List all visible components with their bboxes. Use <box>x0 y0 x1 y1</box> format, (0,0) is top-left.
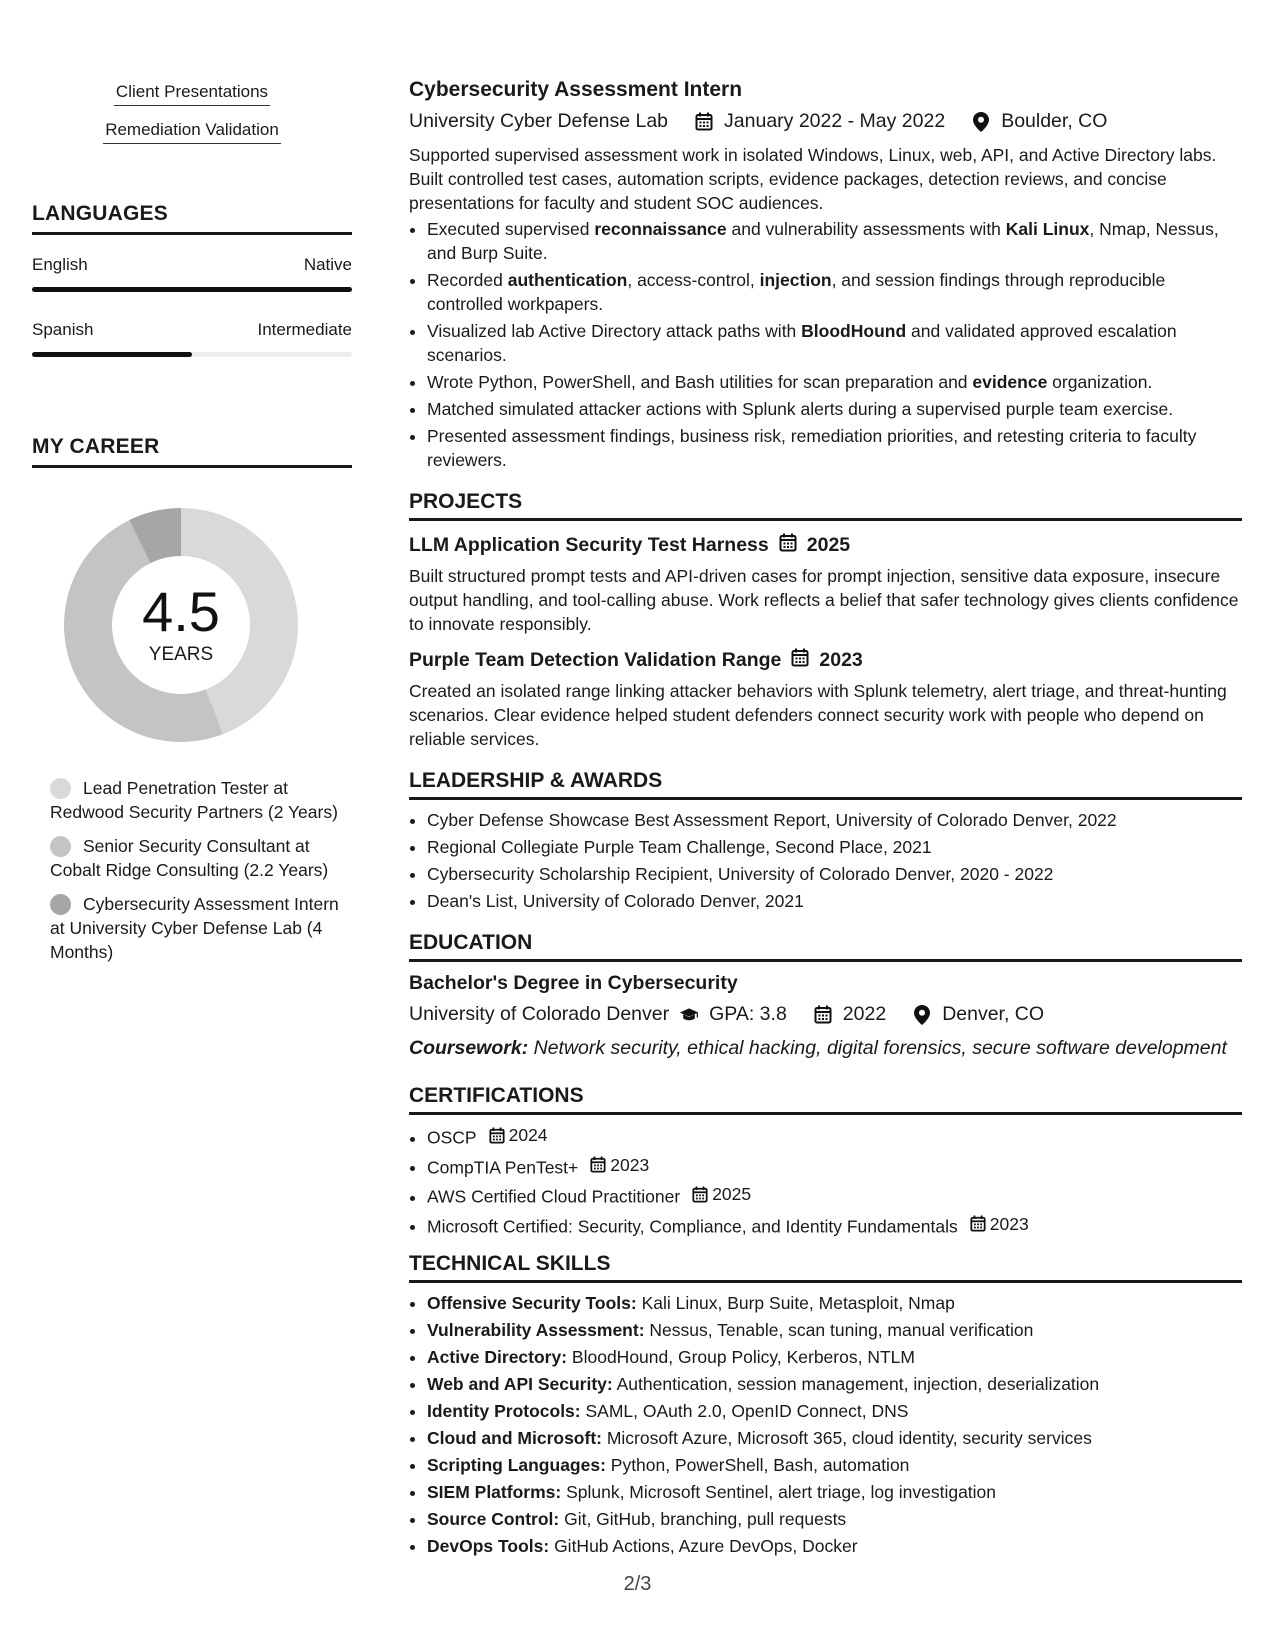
career-legend-label: Senior Security Consultant at Cobalt Ridge Consulting (2.2 Years) <box>50 836 329 880</box>
project-description: Created an isolated range linking attacker behaviors with Splunk telemetry, alert triage, and threat-hunting scenarios. Clear evidence helped student defenders connect security work with people who depend on reliable services. <box>409 681 1227 749</box>
experience-entry <box>409 78 1242 472</box>
career-legend-item <box>50 892 352 964</box>
skill-values: Microsoft Azure, Microsoft 365, cloud identity, security services <box>601 1428 1092 1448</box>
skill-item <box>427 1318 1242 1342</box>
skill-item <box>427 1399 1242 1423</box>
legend-dot-icon <box>50 894 71 915</box>
certification-name: OSCP <box>427 1127 477 1148</box>
skill-item <box>427 1345 1242 1369</box>
sidebar <box>32 82 352 974</box>
skill-values: Authentication, session management, injection, deserialization <box>612 1374 1100 1394</box>
skill-values: Splunk, Microsoft Sentinel, alert triage, log investigation <box>561 1482 997 1502</box>
list-item: • Regional Collegiate Purple Team Challenge, Second Place, 2021 <box>427 835 1242 859</box>
career-section <box>32 435 352 964</box>
certification-year: 2024 <box>508 1125 548 1145</box>
calendar-icon <box>590 1156 606 1173</box>
skill-category: DevOps Tools: <box>427 1536 550 1556</box>
project-title: Purple Team Detection Validation Range <box>409 649 782 671</box>
project-description: Built structured prompt tests and API-driven cases for prompt injection, sensitive data exposure, insecure output handling, and tool-calling abuse. Work reflects a belief that safer technology gives clients confidence to innovate responsibly. <box>409 566 1239 634</box>
calendar-icon <box>489 1127 505 1144</box>
leadership-list <box>409 808 1242 913</box>
language-proficiency-fill <box>32 287 352 292</box>
career-legend-item <box>50 834 352 882</box>
education-entry <box>409 972 1242 1060</box>
certification-item <box>427 1182 1242 1209</box>
list-item: • Cyber Defense Showcase Best Assessment Report, University of Colorado Denver, 2022 <box>427 808 1242 832</box>
skill-values: Kali Linux, Burp Suite, Metasploit, Nmap <box>636 1293 955 1313</box>
skill-category: Web and API Security: <box>427 1374 613 1394</box>
graduation-year: 2022 <box>842 1003 887 1025</box>
skill-tag: Client Presentations <box>114 82 270 106</box>
certification-year: 2023 <box>610 1154 650 1175</box>
job-title: Cybersecurity Assessment Intern <box>409 78 743 101</box>
job-dates: January 2022 - May 2022 <box>724 110 946 132</box>
technical-skills-heading: TECHNICAL SKILLS <box>409 1252 1242 1283</box>
career-total-value: 4.5 <box>142 580 220 643</box>
language-name: Spanish <box>32 320 94 339</box>
languages-section <box>32 202 352 357</box>
project-item <box>409 648 1242 751</box>
skill-category: Source Control: <box>427 1509 560 1529</box>
degree-title: Bachelor's Degree in Cybersecurity <box>409 972 738 994</box>
project-year: 2023 <box>819 649 863 671</box>
skill-tag: Remediation Validation <box>103 120 281 144</box>
job-bullet: • Recorded authentication, access-control, injection, and session findings through reproducible controlled workpapers. <box>427 268 1242 316</box>
career-donut-chart <box>56 500 306 750</box>
language-item <box>32 255 352 292</box>
school-name: University of Colorado Denver <box>409 1003 670 1025</box>
job-bullet: • Wrote Python, PowerShell, and Bash utilities for scan preparation and evidence organization. <box>427 370 1242 394</box>
gpa: GPA: 3.8 <box>709 1003 787 1025</box>
languages-heading: LANGUAGES <box>32 202 352 235</box>
skill-item <box>427 1372 1242 1396</box>
job-meta <box>409 110 1242 133</box>
projects-heading: PROJECTS <box>409 490 1242 521</box>
job-bullets <box>409 217 1242 472</box>
language-proficiency-bar <box>32 352 352 357</box>
language-level: Intermediate <box>257 320 352 339</box>
project-year: 2025 <box>806 534 851 556</box>
skill-category: Cloud and Microsoft: <box>427 1428 602 1448</box>
job-bullet: • Matched simulated attacker actions with Splunk alerts during a supervised purple team exercise. <box>427 397 1242 421</box>
skill-item <box>427 1453 1242 1477</box>
coursework <box>409 1036 1242 1060</box>
leadership-heading: LEADERSHIP & AWARDS <box>409 769 1242 800</box>
career-total-unit: YEARS <box>148 644 214 665</box>
calendar-icon <box>791 648 809 673</box>
project-item <box>409 533 1242 636</box>
career-heading: MY CAREER <box>32 435 352 468</box>
language-item <box>32 320 352 357</box>
skill-values: Nessus, Tenable, scan tuning, manual verification <box>644 1320 1034 1340</box>
skill-category: SIEM Platforms: <box>427 1482 562 1502</box>
career-legend-item <box>50 776 352 824</box>
skill-item <box>427 1291 1242 1315</box>
legend-dot-icon <box>50 778 71 799</box>
job-bullet: • Visualized lab Active Directory attack paths with BloodHound and validated approved escalation scenarios. <box>427 319 1242 367</box>
certification-item <box>427 1212 1242 1239</box>
certifications-heading: CERTIFICATIONS <box>409 1084 1242 1115</box>
skill-values: Python, PowerShell, Bash, automation <box>605 1455 910 1475</box>
education-heading: EDUCATION <box>409 931 1242 962</box>
location-pin-icon <box>912 1005 932 1025</box>
skill-item <box>427 1534 1242 1558</box>
skill-values: Git, GitHub, branching, pull requests <box>559 1509 847 1529</box>
main-content <box>409 78 1242 1561</box>
career-legend <box>50 776 352 964</box>
certification-year: 2025 <box>712 1184 752 1204</box>
location-pin-icon <box>971 112 991 132</box>
certification-item <box>427 1123 1242 1150</box>
calendar-icon <box>694 112 714 132</box>
school-location: Denver, CO <box>942 1003 1045 1025</box>
language-proficiency-bar <box>32 287 352 292</box>
job-bullet: • Presented assessment findings, business risk, remediation priorities, and retesting criteria to faculty reviewers. <box>427 424 1242 472</box>
skill-item <box>427 1480 1242 1504</box>
coursework-label: Coursework: <box>409 1037 529 1059</box>
calendar-icon <box>779 533 797 558</box>
skill-values: BloodHound, Group Policy, Kerberos, NTLM <box>567 1347 915 1367</box>
skill-item <box>427 1507 1242 1531</box>
career-legend-label: Cybersecurity Assessment Intern at University Cyber Defense Lab (4 Months) <box>50 894 339 962</box>
skill-category: Offensive Security Tools: <box>427 1293 637 1313</box>
certification-name: AWS Certified Cloud Practitioner <box>427 1186 681 1207</box>
list-item: • Cybersecurity Scholarship Recipient, University of Colorado Denver, 2020 - 2022 <box>427 862 1242 886</box>
job-summary: Supported supervised assessment work in isolated Windows, Linux, web, API, and Active Directory labs. Built controlled test cases, automation scripts, evidence packages, detection reviews, and concise presentations for faculty and student SOC audiences. <box>409 145 1217 213</box>
language-proficiency-fill <box>32 352 192 357</box>
calendar-icon <box>813 1005 833 1025</box>
job-location: Boulder, CO <box>1001 110 1108 132</box>
certification-name: Microsoft Certified: Security, Compliance, and Identity Fundamentals <box>427 1216 958 1236</box>
job-bullet: • Executed supervised reconnaissance and vulnerability assessments with Kali Linux, Nmap, Nessus, and Burp Suite. <box>427 217 1242 265</box>
coursework-text: Network security, ethical hacking, digital forensics, secure software development <box>528 1037 1227 1059</box>
skill-category: Identity Protocols: <box>427 1401 581 1421</box>
skills-list <box>32 82 352 144</box>
skill-values: SAML, OAuth 2.0, OpenID Connect, DNS <box>580 1401 909 1421</box>
certification-name: CompTIA PenTest+ <box>427 1157 579 1177</box>
page-number: 2/3 <box>623 1573 652 1595</box>
graduation-cap-icon <box>679 1005 699 1025</box>
certification-year: 2023 <box>989 1213 1029 1234</box>
certification-item <box>427 1153 1242 1180</box>
skill-item <box>427 1426 1242 1450</box>
skill-category: Scripting Languages: <box>427 1455 606 1475</box>
skill-category: Active Directory: <box>427 1347 568 1367</box>
certifications-list <box>409 1123 1242 1238</box>
calendar-icon <box>970 1215 986 1232</box>
career-legend-label: Lead Penetration Tester at Redwood Security Partners (2 Years) <box>50 778 338 822</box>
project-title: LLM Application Security Test Harness <box>409 534 769 556</box>
skill-category: Vulnerability Assessment: <box>427 1320 645 1340</box>
technical-skills-list <box>409 1291 1242 1558</box>
calendar-icon <box>692 1186 708 1203</box>
job-org: University Cyber Defense Lab <box>409 110 669 132</box>
language-name: English <box>32 255 88 274</box>
education-meta <box>409 1003 1242 1026</box>
list-item: • Dean's List, University of Colorado Denver, 2021 <box>427 889 1242 913</box>
legend-dot-icon <box>50 836 71 857</box>
skill-values: GitHub Actions, Azure DevOps, Docker <box>549 1536 858 1556</box>
language-level: Native <box>303 255 352 274</box>
